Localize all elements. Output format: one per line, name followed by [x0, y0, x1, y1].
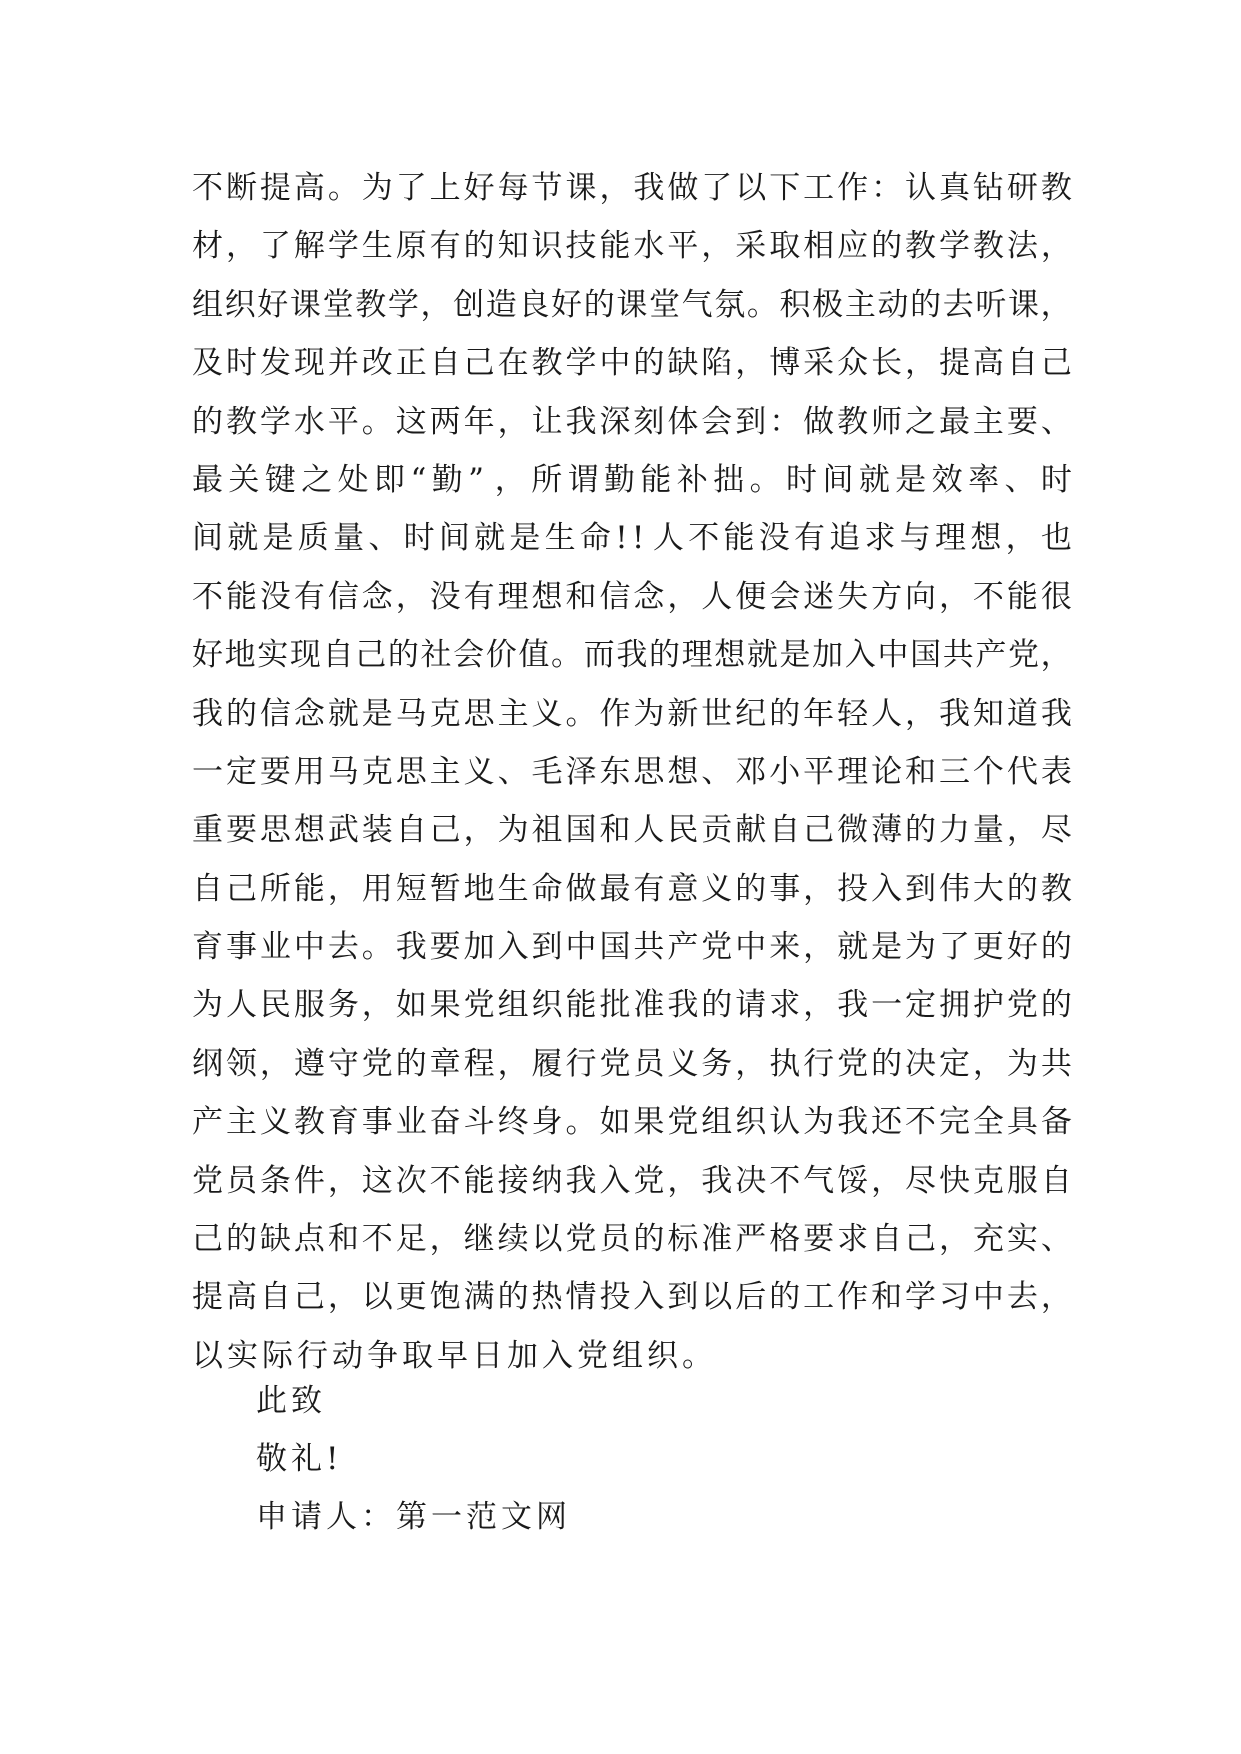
body-line: 为 人 民 服 务 ， 如 果 党 组 织 能 批 准 我 的 请 求 ， 我 一 定 拥 护 党 的 [192, 987, 1072, 1024]
body-line: 党 员 条 件 ， 这 次 不 能 接 纳 我 入 党 ， 我 决 不 气 馁 ， 尽 快 克 服 自 [192, 1162, 1072, 1199]
respects: 敬礼! [256, 1441, 343, 1477]
body-line: 产 主 义 教 育 事 业 奋 斗 终 身 。 如 果 党 组 织 认 为 我 还 不 完 全 具 备 [192, 1104, 1072, 1141]
letter-body [192, 159, 1072, 1385]
body-line: 提 高 自 己 ， 以 更 饱 满 的 热 情 投 入 到 以 后 的 工 作 和 学 习 中 去 ， [192, 1279, 1072, 1316]
body-line: 重 要 思 想 武 装 自 己 ， 为 祖 国 和 人 民 贡 献 自 己 微 薄 的 力 量 ， 尽 [192, 812, 1072, 849]
body-line: 我 的 信 念 就 是 马 克 思 主 义 。 作 为 新 世 纪 的 年 轻 人 ， 我 知 道 我 [192, 695, 1072, 732]
body-line: 材 ， 了 解 学 生 原 有 的 知 识 技 能 水 平 ， 采 取 相 应 的 教 学 教 法 ， [192, 228, 1072, 265]
applicant-signature: 申请人：第一范文网 [256, 1499, 571, 1535]
body-line: 己 的 缺 点 和 不 足 ， 继 续 以 党 员 的 标 准 严 格 要 求 自 己 ， 充 实 、 [192, 1221, 1072, 1258]
body-line: 的 教 学 水 平 。 这 两 年 ， 让 我 深 刻 体 会 到 ： 做 教 师 之 最 主 要 、 [192, 403, 1072, 440]
body-line: 自 己 所 能 ， 用 短 暂 地 生 命 做 最 有 意 义 的 事 ， 投 入 到 伟 大 的 教 [192, 870, 1072, 907]
body-line: 最 关 键 之 处 即 “ 勤 ” ， 所 谓 勤 能 补 拙 。 时 间 就 是 效 率 、 时 [192, 461, 1072, 498]
salutation: 此致 [256, 1383, 326, 1419]
body-line: 及 时 发 现 并 改 正 自 己 在 教 学 中 的 缺 陷 ， 博 采 众 长 ， 提 高 自 己 [192, 345, 1072, 382]
body-line: 好 地 实 现 自 己 的 社 会 价 值 。 而 我 的 理 想 就 是 加 入 中 国 共 产 党 ， [192, 637, 1072, 674]
body-line-last: 以实际行动争取早日加入党组织。 [192, 1337, 717, 1374]
body-line: 不 断 提 高 。 为 了 上 好 每 节 课 ， 我 做 了 以 下 工 作 ： 认 真 钻 研 教 [192, 170, 1072, 206]
body-line: 纲 领 ， 遵 守 党 的 章 程 ， 履 行 党 员 义 务 ， 执 行 党 的 决 定 ， 为 共 [192, 1045, 1072, 1082]
body-line: 组 织 好 课 堂 教 学 ， 创 造 良 好 的 课 堂 气 氛 。 积 极 主 动 的 去 听 课 ， [192, 286, 1072, 323]
body-line: 一 定 要 用 马 克 思 主 义 、 毛 泽 东 思 想 、 邓 小 平 理 论 和 三 个 代 表 [192, 753, 1072, 790]
body-line: 不 能 没 有 信 念 ， 没 有 理 想 和 信 念 ， 人 便 会 迷 失 方 向 ， 不 能 很 [192, 578, 1072, 615]
letter-closing [256, 1372, 571, 1546]
body-line: 间 就 是 质 量 、 时 间 就 是 生 命 ! ! 人 不 能 没 有 追 求 与 理 想 ， 也 [192, 520, 1072, 557]
body-line: 育 事 业 中 去 。 我 要 加 入 到 中 国 共 产 党 中 来 ， 就 是 为 了 更 好 的 [192, 929, 1072, 966]
